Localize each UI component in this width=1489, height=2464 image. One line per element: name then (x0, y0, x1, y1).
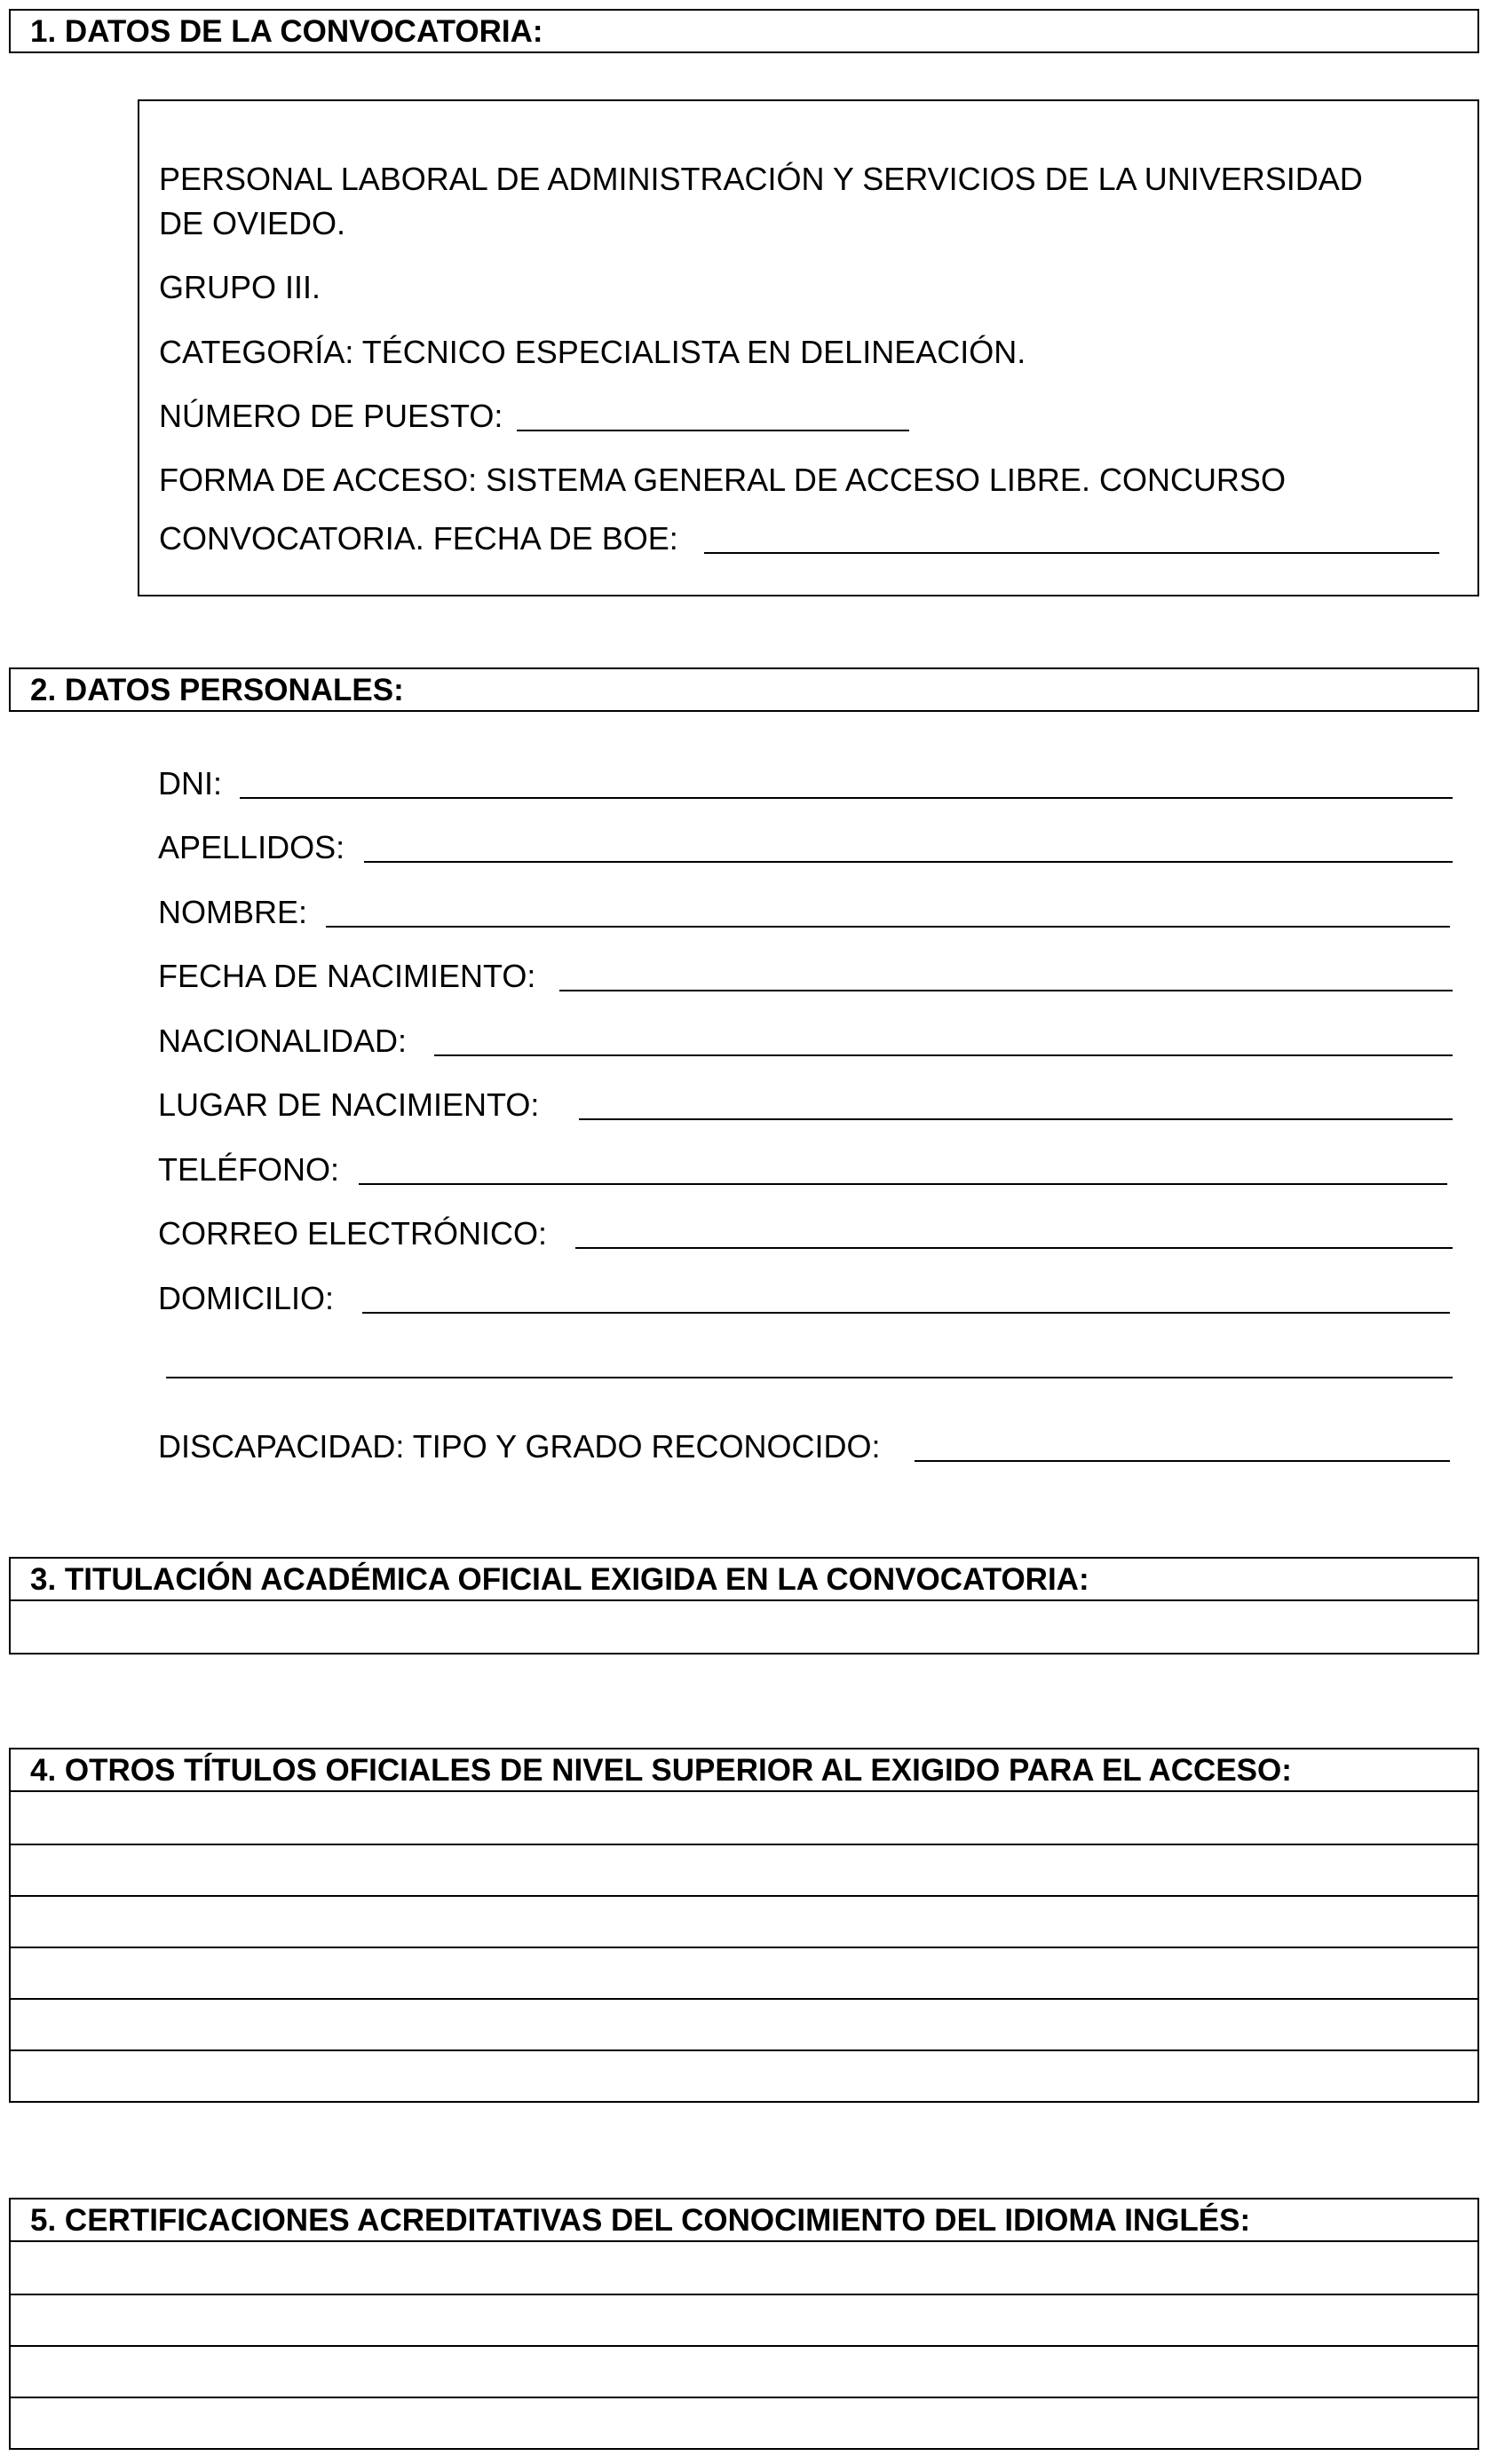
numero-puesto-field[interactable] (517, 430, 909, 431)
dni-label: DNI: (158, 765, 222, 802)
section-4-table (9, 1792, 1479, 2103)
domicilio-field[interactable] (362, 1312, 1450, 1314)
fecha-nacimiento-field[interactable] (559, 990, 1453, 991)
convocatoria-box (138, 99, 1479, 596)
section-5-heading: 5. CERTIFICACIONES ACREDITATIVAS DEL CONOCIMIENTO DEL IDIOMA INGLÉS: (9, 2198, 1479, 2242)
telefono-field[interactable] (359, 1183, 1447, 1185)
discapacidad-field[interactable] (915, 1460, 1450, 1462)
fecha-boe-label: CONVOCATORIA. FECHA DE BOE: (159, 520, 678, 557)
dni-field[interactable] (240, 797, 1453, 799)
nombre-label: NOMBRE: (158, 894, 308, 930)
section-3-table (9, 1601, 1479, 1655)
section-5-table (9, 2242, 1479, 2450)
table-row[interactable] (11, 1947, 1477, 1998)
table-row[interactable] (11, 1895, 1477, 1947)
categoria-text: CATEGORÍA: TÉCNICO ESPECIALISTA EN DELINEACIÓN. (159, 334, 1026, 370)
correo-field[interactable] (575, 1247, 1453, 1249)
nacionalidad-label: NACIONALIDAD: (158, 1023, 408, 1059)
correo-label: CORREO ELECTRÓNICO: (158, 1215, 548, 1252)
numero-puesto-label: NÚMERO DE PUESTO: (159, 398, 503, 434)
telefono-label: TELÉFONO: (158, 1151, 340, 1188)
discapacidad-label: DISCAPACIDAD: TIPO Y GRADO RECONOCIDO: (158, 1428, 881, 1465)
table-row[interactable] (11, 2242, 1477, 2294)
nacionalidad-field[interactable] (434, 1054, 1453, 1056)
fecha-boe-field[interactable] (704, 552, 1439, 554)
section-1-heading: 1. DATOS DE LA CONVOCATORIA: (9, 9, 1479, 53)
fecha-nacimiento-label: FECHA DE NACIMIENTO: (158, 958, 536, 994)
apellidos-field[interactable] (364, 861, 1453, 863)
convocatoria-line-2: DE OVIEDO. (159, 205, 346, 241)
nombre-field[interactable] (326, 926, 1450, 928)
table-row[interactable] (11, 1792, 1477, 1844)
domicilio-field-line-2[interactable] (166, 1377, 1453, 1378)
forma-acceso-text: FORMA DE ACCESO: SISTEMA GENERAL DE ACCESO LIBRE. CONCURSO (159, 462, 1286, 498)
domicilio-label: DOMICILIO: (158, 1280, 335, 1316)
section-3-heading: 3. TITULACIÓN ACADÉMICA OFICIAL EXIGIDA EN LA CONVOCATORIA: (9, 1557, 1479, 1601)
grupo-text: GRUPO III. (159, 269, 321, 305)
convocatoria-line-1: PERSONAL LABORAL DE ADMINISTRACIÓN Y SERVICIOS DE LA UNIVERSIDAD (159, 161, 1363, 197)
apellidos-label: APELLIDOS: (158, 829, 345, 865)
table-row[interactable] (11, 1998, 1477, 2049)
table-row[interactable] (11, 2294, 1477, 2345)
lugar-nacimiento-field[interactable] (579, 1118, 1453, 1120)
lugar-nacimiento-label: LUGAR DE NACIMIENTO: (158, 1086, 540, 1123)
section-2-heading: 2. DATOS PERSONALES: (9, 667, 1479, 712)
table-row[interactable] (11, 2397, 1477, 2448)
table-row[interactable] (11, 1601, 1477, 1653)
table-row[interactable] (11, 2049, 1477, 2101)
table-row[interactable] (11, 1844, 1477, 1895)
section-4-heading: 4. OTROS TÍTULOS OFICIALES DE NIVEL SUPERIOR AL EXIGIDO PARA EL ACCESO: (9, 1748, 1479, 1792)
table-row[interactable] (11, 2345, 1477, 2397)
